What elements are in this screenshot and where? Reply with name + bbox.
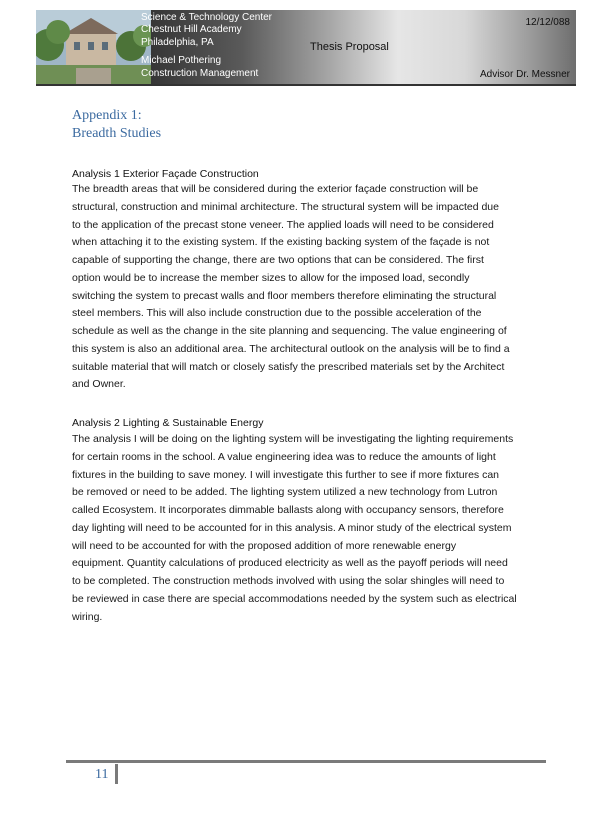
footer-divider [66, 760, 546, 763]
paragraph-line: day lighting will need to be accounted for in this analysis. A minor study of the electrical system [72, 521, 512, 534]
paragraph-line: equipment. Quantity calculations of produced electricity as well as the payoff periods will need [72, 557, 508, 570]
header-department: Construction Management [141, 68, 259, 79]
header-advisor: Advisor Dr. Messner [479, 69, 570, 80]
paragraph-line: called Ecosystem. It incorporates dimmable ballasts along with occupancy sensors, therefore [72, 504, 504, 516]
section-body-analysis-2 [72, 431, 542, 626]
paragraph-line: be removed or need to be added. The lighting system utilized a new technology from Lutron [72, 486, 498, 499]
paragraph-line: to be completed. The construction methods involved with using the solar shingles will need to [72, 575, 505, 587]
section-body-analysis-1 [72, 181, 542, 394]
header-divider [36, 84, 576, 86]
header-author: Michael Pothering [141, 55, 222, 66]
header-date: 12/12/088 [525, 17, 570, 28]
paragraph-line: The breadth areas that will be considered during the exterior façade construction will be [72, 183, 479, 195]
page-number-bar [115, 764, 118, 784]
page-header [36, 10, 576, 85]
paragraph-line: The analysis I will be doing on the lighting system will be investigating the lighting requirements [72, 433, 514, 445]
section-title-analysis-1: Analysis 1 Exterior Façade Construction [72, 168, 259, 180]
header-location: Philadelphia, PA [141, 37, 214, 48]
paragraph-line: steel members. This will also include construction due to the possible acceleration of the [72, 307, 482, 320]
building-photo [36, 10, 151, 85]
header-document-title: Thesis Proposal [310, 41, 389, 53]
paragraph-line: when attaching it to the existing system. If the existing backing system of the façade is not [72, 236, 490, 249]
paragraph-line: wiring. [72, 610, 103, 623]
paragraph-line: suitable material that will match or closely satisfy the prescribed materials set by the Architect [72, 360, 505, 373]
paragraph-line: option would be to increase the member sizes to allow for the imposed load, secondly [72, 271, 470, 284]
paragraph-line: capable of supporting the change, there are two options that can be considered. The first [72, 254, 484, 266]
paragraph-line: switching the system to precast walls and floor members therefore eliminating the structural [72, 289, 497, 302]
header-center-name: Science & Technology Center [141, 12, 273, 23]
paragraph-line: be reviewed in case there are special accommodations needed by the system such as electrical [72, 592, 517, 605]
paragraph-line: to the application of the precast stone veneer. The applied loads will need to be considered [72, 218, 494, 231]
appendix-title: Appendix 1: [72, 108, 142, 123]
page-number: 11 [95, 767, 109, 782]
header-school-name: Chestnut Hill Academy [141, 24, 242, 35]
appendix-subtitle: Breadth Studies [72, 126, 162, 141]
paragraph-line: for certain rooms in the school. A value engineering idea was to reduce the amounts of light [72, 450, 496, 463]
section-title-analysis-2: Analysis 2 Lighting & Sustainable Energy [72, 417, 264, 429]
paragraph-line: will need to be accounted for with the proposed addition of more renewable energy [72, 539, 457, 552]
paragraph-line: this system is also an additional area. The architectural outlook on the analysis will be to find a [72, 342, 510, 355]
paragraph-line: fixtures in the building to save money. I will investigate this further to see if more fixtures can [72, 468, 500, 481]
paragraph-line: schedule as well as the change in the site planning and sequencing. The value engineering of [72, 325, 507, 337]
paragraph-line: and Owner. [72, 378, 126, 391]
paragraph-line: structural, construction and minimal architecture. The structural system will be impacted due [72, 200, 499, 213]
